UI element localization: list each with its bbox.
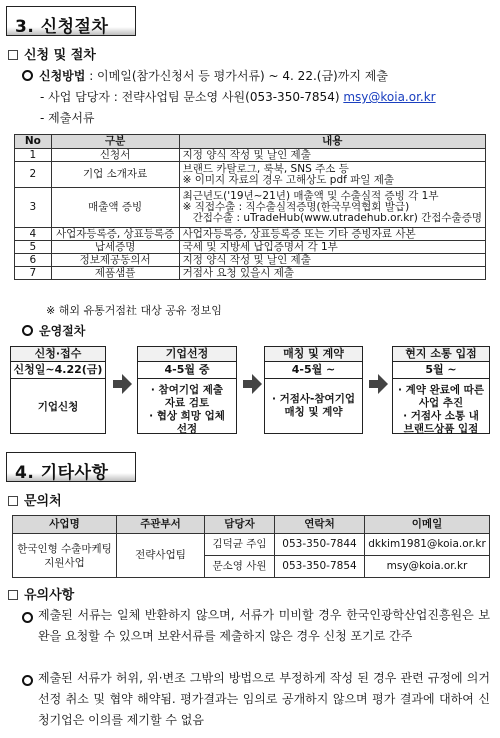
note-item: 제출된 서류가 허위, 위·변조 그밖의 방법으로 부정하게 작성 된 경우 관련 규정에 의거 선정 취소 및 협약 해약됨. 평가결과는 임의로 공개하지 않으며 평가 결과에 대하여 신청기업은 이의를 제기할 수 없음	[38, 671, 490, 727]
section-4-title: 4. 기타사항	[15, 463, 109, 483]
contact-table	[12, 515, 490, 578]
apply-heading: 신청 및 절차	[8, 44, 96, 63]
table-row: 4 사업자등록증, 상표등록증 사업자등록증, 상표등록증 또는 기타 증빙자료 사본	[15, 228, 486, 241]
circle-bullet-icon	[22, 675, 33, 686]
step-select: 기업선정 4-5월 중 · 참여기업 제출 자료 검토 · 협상 희망 업체 선정	[137, 346, 237, 434]
apply-contact: - 사업 담당자 : 전략사업팀 문소영 사원(053-350-7854) msy@koia.or.kr	[40, 90, 436, 104]
step-entry: 현지 소통 입점 5월 ~ · 계약 완료에 따른 사업 추진 · 거점사 소통 내 브랜드상품 입점	[392, 346, 490, 434]
table-row: 7 제품샘플 거점사 요청 있을시 제출	[15, 267, 486, 280]
section-3-header	[6, 6, 136, 36]
table-row: 1 신청서 지정 양식 작성 및 날인 제출	[15, 149, 486, 162]
contact-heading: 문의처	[8, 490, 62, 509]
contact-email[interactable]: msy@koia.or.kr	[365, 556, 490, 578]
docs-label: - 제출서류	[40, 111, 95, 125]
section-4-header	[6, 452, 136, 482]
circle-bullet-icon	[22, 70, 33, 81]
apply-method: 신청방법 : 이메일(참가신청서 등 평가서류) ~ 4. 22.(금)까지 제출	[22, 67, 388, 84]
square-bullet-icon	[8, 496, 18, 506]
square-bullet-icon	[8, 590, 18, 600]
notes-heading: 유의사항	[8, 584, 74, 603]
docs-note: ※ 해외 유통거점社 대상 공유 정보임	[46, 304, 222, 317]
note-item: 제출된 서류는 일체 반환하지 않으며, 서류가 미비할 경우 한국인광학산업진흥원은 보완을 요청할 수 있으며 보완서류를 제출하지 않은 경우 신청 포기로 간주	[38, 608, 490, 643]
contact-email-link[interactable]: msy@koia.or.kr	[343, 90, 436, 104]
table-row: 6 정보제공동의서 지정 양식 작성 및 날인 제출	[15, 254, 486, 267]
table-row: 문소영 사원 053-350-7854 msy@koia.or.kr	[13, 556, 490, 578]
table-row: 3 매출액 증빙 최근년도('19년~21년) 매출액 및 수출실적 증빙 각 1부 ※ 직접수출 : 직수출실적증명(한국무역협회 발급) 간접수출 : uTradeHub(www.utradehub.or.kr) 간접수출증명	[15, 188, 486, 228]
square-bullet-icon	[8, 50, 18, 60]
docs-table	[14, 134, 486, 280]
contact-email[interactable]: dkkim1981@koia.or.kr	[365, 534, 490, 556]
circle-bullet-icon	[22, 612, 33, 623]
circle-bullet-icon	[22, 325, 33, 336]
step-apply: 신청·접수 신청일~4.22(금) 기업신청	[10, 346, 106, 434]
step-matching: 매칭 및 계약 4-5월 ~ · 거점사-참여기업 매칭 및 계약	[264, 346, 363, 434]
contact-table-header: 사업명 주관부서 담당자 연락처 이메일	[13, 516, 490, 534]
docs-table-header: No 구분 내용	[15, 135, 486, 149]
ops-heading: 운영절차	[22, 322, 85, 339]
table-row: 한국인형 수출마케팅 지원사업 전략사업팀 김덕균 주임 053-350-7844 dkkim1981@koia.or.kr	[13, 534, 490, 556]
table-row: 2 기업 소개자료 브랜드 카탈로그, 룩북, SNS 주소 등 ※ 이미지 자료의 경우 고해상도 pdf 파일 제출	[15, 162, 486, 188]
table-row: 5 납세증명 국세 및 지방세 납입증명서 각 1부	[15, 241, 486, 254]
section-3-title: 3. 신청절차	[15, 17, 109, 37]
